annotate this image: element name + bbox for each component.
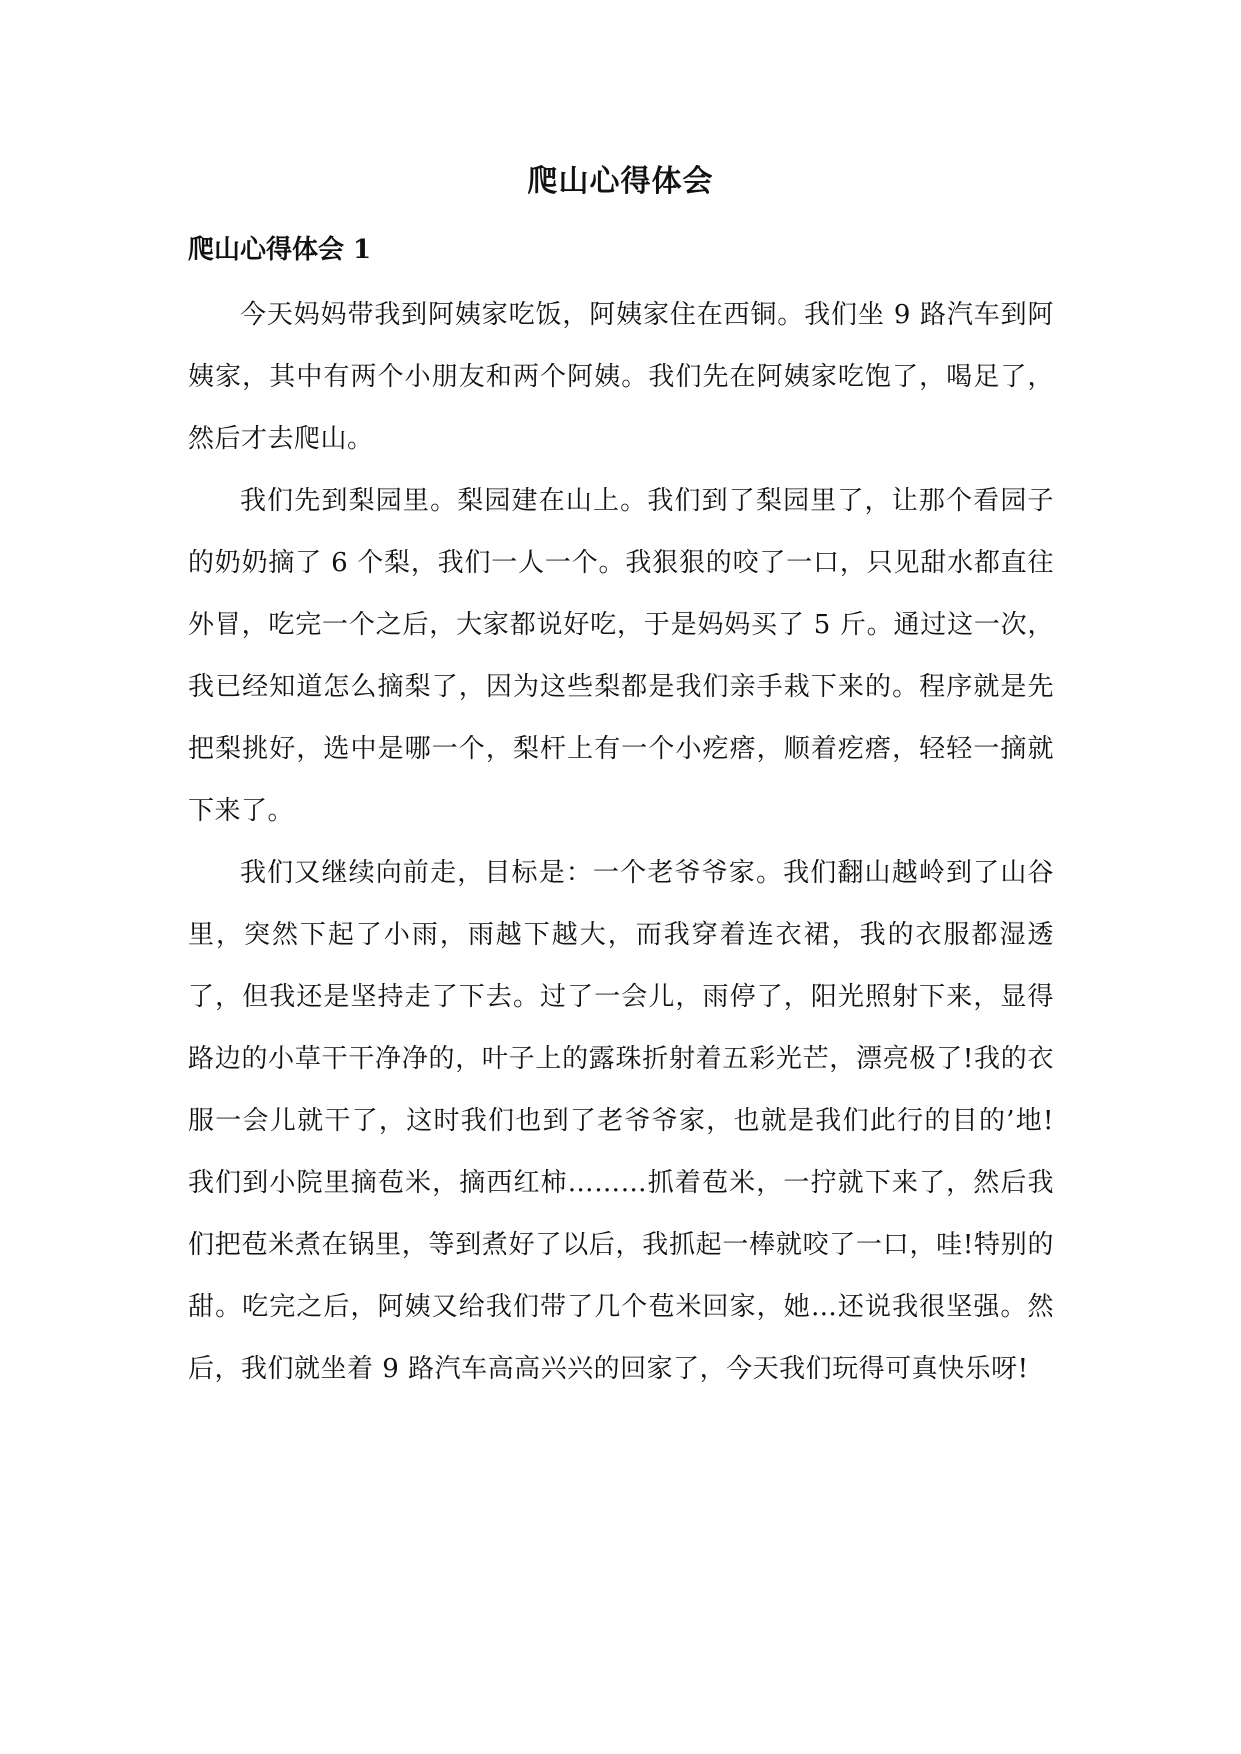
- document-title: 爬山心得体会: [527, 164, 714, 199]
- section-heading: 爬山心得体会 1: [188, 235, 372, 265]
- body-paragraph-1: 今天妈妈带我到阿姨家吃饭，阿姨家住在西铜。我们坐 9 路汽车到阿姨家，其中有两个小朋友和两个阿姨。我们先在阿姨家吃饱了，喝足了，然后才去爬山。: [188, 300, 1054, 454]
- body-paragraph-3: 我们又继续向前走，目标是：一个老爷爷家。我们翻山越岭到了山谷里，突然下起了小雨，雨越下越大，而我穿着连衣裙，我的衣服都湿透了，但我还是坚持走了下去。过了一会儿，雨停了，阳光照射下来，显得路边的小草干干净净的，叶子上的露珠折射着五彩光芒，漂亮极了!我的衣服一会儿就干了，这时我们也到了老爷爷家，也就是我们此行的目的’地!我们到小院里摘苞米，摘西红柿………抓着苞米，一拧就下来了，然后我们把苞米煮在锅里，等到煮好了以后，我抓起一棒就咬了一口，哇!特别的甜。吃完之后，阿姨又给我们带了几个苞米回家，她…还说我很坚强。然后，我们就坐着 9 路汽车高高兴兴的回家了，今天我们玩得可真快乐呀!: [188, 858, 1054, 1384]
- body-paragraph-2: 我们先到梨园里。梨园建在山上。我们到了梨园里了，让那个看园子的奶奶摘了 6 个梨，我们一人一个。我狠狠的咬了一口，只见甜水都直往外冒，吃完一个之后，大家都说好吃，于是妈妈买了 5 斤。通过这一次，我已经知道怎么摘梨了，因为这些梨都是我们亲手栽下来的。程序就是先把梨挑好，选中是哪一个，梨杆上有一个小疙瘩，顺着疙瘩，轻轻一摘就下来了。: [188, 486, 1054, 826]
